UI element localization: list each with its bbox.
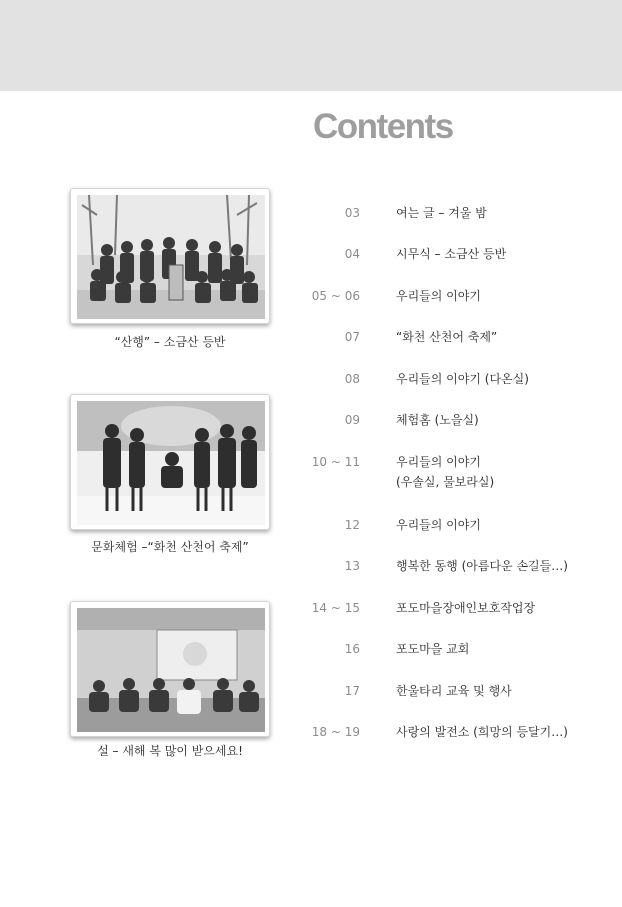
toc-item[interactable] — [300, 288, 600, 310]
toc-title: 포도마을 교회 — [396, 642, 470, 656]
toc-title: 행복한 동행 (아름다운 손길들…) — [396, 559, 568, 573]
toc-title: 우리들의 이야기 (다온실) — [396, 372, 529, 386]
toc-page-number: 14 ~ 15 — [311, 601, 360, 615]
new-year-image — [77, 608, 265, 732]
toc-title: 시무식 – 소금산 등반 — [396, 247, 507, 261]
header-band — [0, 0, 622, 91]
toc-item[interactable] — [300, 412, 600, 434]
page-title: Contents — [313, 107, 453, 146]
toc-page-number: 13 — [344, 559, 360, 573]
photo-caption-new-year: 설 – 새해 복 많이 받으세요! — [97, 744, 243, 758]
toc-page-number: 07 — [344, 330, 360, 344]
photo-festival-group — [70, 394, 270, 530]
toc-page-number: 04 — [344, 247, 360, 261]
toc-page-number: 18 ~ 19 — [311, 725, 360, 739]
toc-item[interactable] — [300, 600, 600, 622]
toc-item[interactable] — [300, 517, 600, 539]
hiking-group-image — [77, 195, 265, 319]
toc-title: 포도마을장애인보호작업장 — [396, 601, 536, 615]
toc-item[interactable] — [300, 683, 600, 705]
toc-title: 한울타리 교육 및 행사 — [396, 684, 512, 698]
toc-title: “화천 산천어 축제” — [396, 330, 498, 344]
toc-page-number: 09 — [344, 413, 360, 427]
toc-page-number: 17 — [344, 684, 360, 698]
toc-title: 우리들의 이야기 — [396, 289, 481, 303]
toc-title: 우리들의 이야기 — [396, 518, 481, 532]
toc-item[interactable] — [300, 371, 600, 393]
photo-caption-hiking: “산행” – 소금산 등반 — [114, 335, 226, 349]
toc-item[interactable] — [300, 641, 600, 663]
toc-title: 우리들의 이야기 — [396, 455, 481, 469]
toc-item[interactable] — [300, 454, 600, 496]
toc-page-number: 05 ~ 06 — [311, 289, 360, 303]
toc-item[interactable] — [300, 724, 600, 746]
toc-page-number: 16 — [344, 642, 360, 656]
toc-page-number: 10 ~ 11 — [311, 455, 360, 469]
toc-item[interactable] — [300, 205, 600, 227]
toc-title: 사랑의 발전소 (희망의 등달기…) — [396, 725, 568, 739]
toc-item[interactable] — [300, 246, 600, 268]
toc-title: 여는 글 – 겨울 밤 — [396, 206, 487, 220]
toc-page-number: 03 — [344, 206, 360, 220]
toc-page-number: 12 — [344, 518, 360, 532]
toc-title-continued: (우솔실, 물보라실) — [396, 475, 495, 489]
festival-group-image — [77, 401, 265, 525]
photo-new-year — [70, 601, 270, 737]
toc-item[interactable] — [300, 558, 600, 580]
toc-title: 체험홈 (노을실) — [396, 413, 479, 427]
toc-page-number: 08 — [344, 372, 360, 386]
toc-item[interactable] — [300, 329, 600, 351]
photo-hiking-group — [70, 188, 270, 324]
photo-caption-festival: 문화체험 –“화천 산천어 축제” — [91, 540, 249, 554]
